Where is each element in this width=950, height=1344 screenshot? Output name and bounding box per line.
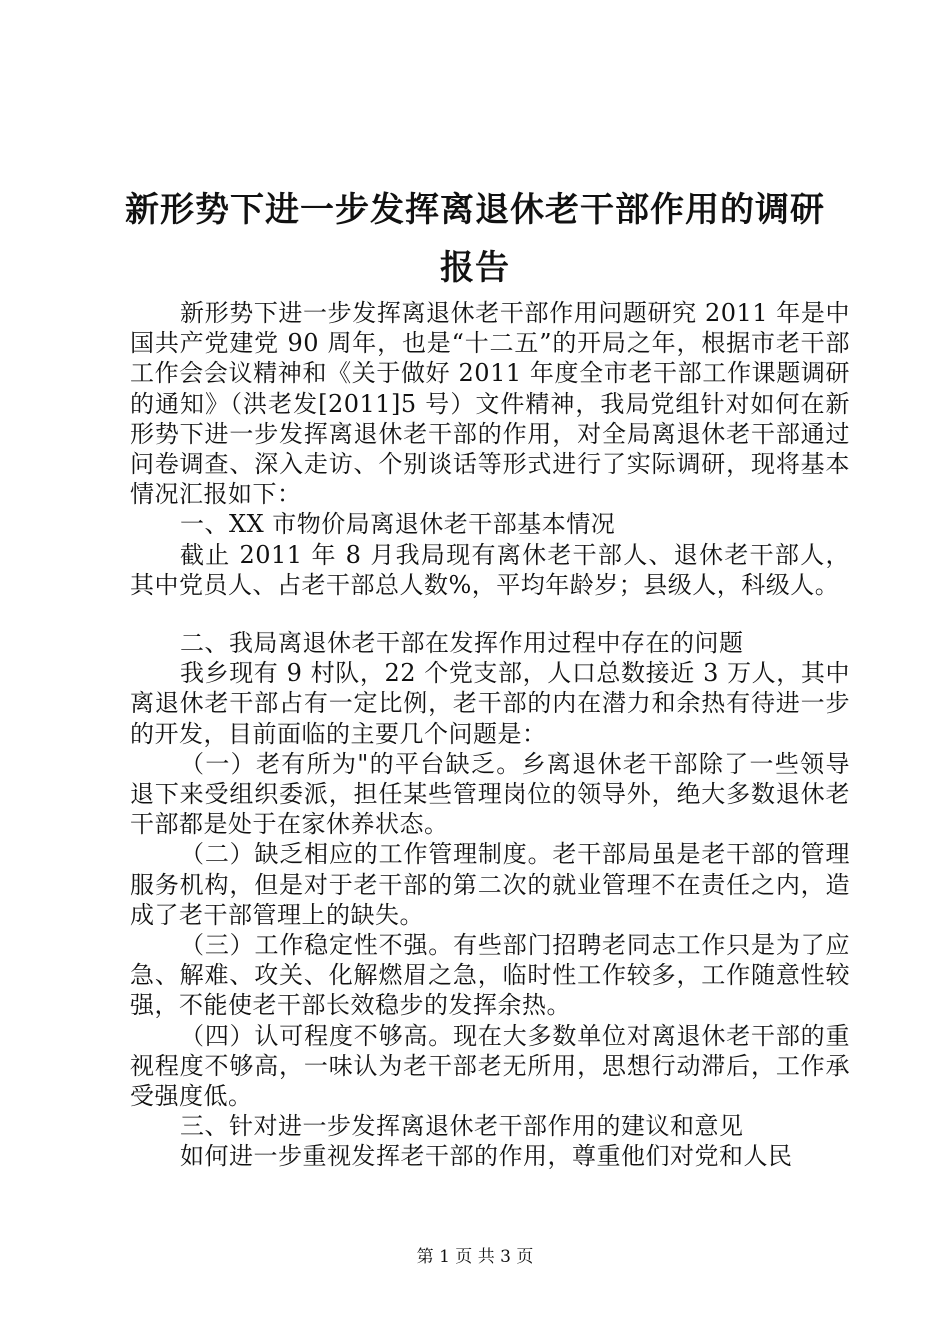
paragraph-suggestions: 如何进一步重视发挥老干部的作用，尊重他们对党和人民 (180, 1142, 793, 1171)
paragraph-problem-1: （一）老有所为"的平台缺乏。乡离退休老干部除了一些领导退下来受组织委派，担任某些管理岗位的领导外，绝大多数退休老干部都是处于在家休养状态。 (130, 749, 850, 839)
heading-section-3: 三、针对进一步发挥离退休老干部作用的建议和意见 (180, 1112, 744, 1141)
document-title-line1: 新形势下进一步发挥离退休老干部作用的调研 (125, 190, 825, 230)
paragraph-basic-info: 截止 2011 年 8 月我局现有离休老干部人、退休老干部人，其中党员人、占老干部总人数%，平均年龄岁；县级人，科级人。 (130, 540, 850, 599)
heading-section-1: 一、XX 市物价局离退休老干部基本情况 (180, 510, 616, 539)
paragraph-problem-2: （二）缺乏相应的工作管理制度。老干部局虽是老干部的管理服务机构，但是对于老干部的第二次的就业管理不在责任之内，造成了老干部管理上的缺失。 (130, 840, 850, 929)
heading-section-2: 二、我局离退休老干部在发挥作用过程中存在的问题 (180, 629, 744, 658)
document-title-line2: 报告 (440, 248, 510, 288)
paragraph-problem-3: （三）工作稳定性不强。有些部门招聘老同志工作只是为了应急、解难、攻关、化解燃眉之急，临时性工作较多，工作随意性较强，不能使老干部长效稳步的发挥余热。 (130, 931, 850, 1020)
paragraph-problems-intro: 我乡现有 9 村队，22 个党支部，人口总数接近 3 万人，其中离退休老干部占有一定比例，老干部的内在潜力和余热有待进一步的开发，目前面临的主要几个问题是： (130, 659, 850, 748)
paragraph-intro: 新形势下进一步发挥离退休老干部作用问题研究 2011 年是中国共产党建党 90 周年，也是“十二五”的开局之年，根据市老干部工作会会议精神和《关于做好 2011 年度全市老干部工作课题调研的通知》（洪老发[2011]5 号）文件精神，我局党组针对如何在新形势下进一步发挥离退休老干部的作用，对全局离退休老干部通过问卷调查、深入走访、个别谈话等形式进行了实际调研，现将基本情况汇报如下： (130, 299, 850, 509)
document-body (130, 298, 850, 1172)
paragraph-problem-4: （四）认可程度不够高。现在大多数单位对离退休老干部的重视程度不够高，一味认为老干部老无所用，思想行动滞后，工作承受强度低。 (130, 1021, 850, 1111)
page-footer: 第 1 页 共 3 页 (416, 1247, 534, 1267)
